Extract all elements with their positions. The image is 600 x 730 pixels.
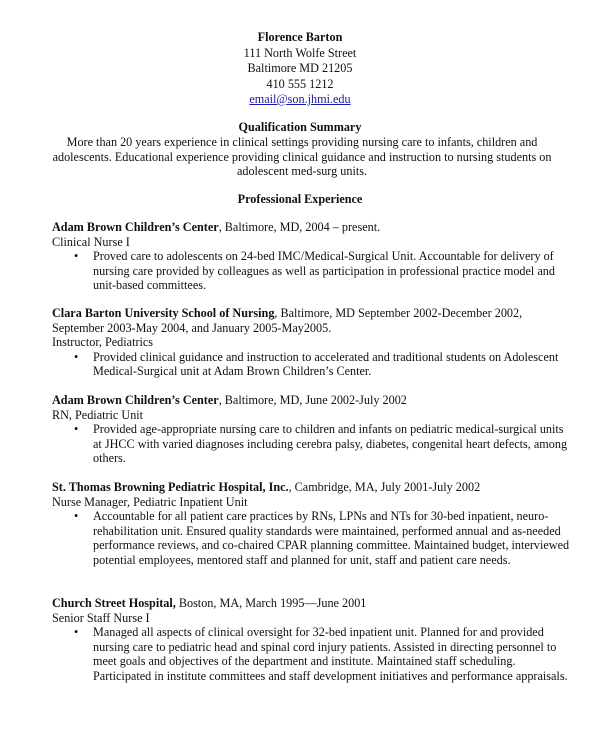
job-entry	[52, 393, 572, 466]
job-title: RN, Pediatric Unit	[52, 407, 144, 422]
job-title: Clinical Nurse I	[52, 234, 130, 249]
experience-heading: Professional Experience	[237, 192, 363, 206]
email-link[interactable]: email@son.jhmi.edu	[249, 92, 351, 106]
job-bullet: • Accountable for all patient care practices by RNs, LPNs and NTs for 30-bed inpatient, neuro-rehabilitation unit. Ensured quality standards were maintained, performed annual and as-needed performance reviews, and co-chaired CPAR planning committee. Maintained budget, interviewed potential employees, mentored staff and planned for unit, staff and patient care needs.	[52, 509, 572, 567]
employer-name: St. Thomas Browning Pediatric Hospital, Inc.	[52, 480, 289, 494]
employer-name: Adam Brown Children’s Center	[52, 220, 219, 234]
job-title: Senior Staff Nurse I	[52, 610, 150, 625]
city-state-zip: Baltimore MD 21205	[247, 61, 353, 75]
summary-text: More than 20 years experience in clinical settings providing nursing care to infants, children and adolescents. Educational experience providing clinical guidance and instruction to nursing students on adolescent med-surg units.	[52, 135, 552, 179]
job-bullets	[52, 350, 572, 379]
job-bullets	[52, 249, 572, 293]
employer-name: Adam Brown Children’s Center	[52, 393, 219, 407]
job-details: , Cambridge, MA, July 2001-July 2002	[288, 480, 481, 494]
job-bullets	[52, 509, 572, 567]
phone-number: 410 555 1212	[266, 76, 334, 91]
job-entry	[52, 306, 572, 379]
employer-name: Church Street Hospital,	[52, 596, 176, 610]
job-bullet: • Provided clinical guidance and instruction to accelerated and traditional students on Adolescent Medical-Surgical unit at Adam Brown Children’s Center.	[52, 350, 572, 379]
job-details: , Baltimore, MD September 2002-December 2002, September 2003-May 2004, and January 2005-May2005.	[52, 306, 523, 335]
job-bullets	[52, 422, 572, 466]
job-entry	[52, 596, 572, 684]
street-address: 111 North Wolfe Street	[243, 45, 357, 60]
job-bullet: • Provided age-appropriate nursing care to children and infants on pediatric medical-surgical units at JHCC with varied diagnoses including cerebra palsy, diabetes, congenital heart defects, among others.	[52, 422, 572, 466]
candidate-name: Florence Barton	[257, 30, 343, 44]
job-bullet: • Managed all aspects of clinical oversight for 32-bed inpatient unit. Planned for and provided nursing care to pediatric head and spinal cord injury patients. Assisted in directing personnel to meet goals and objectives of the department and institute. Maintained staff scheduling. Participated in institute committees and staff development initiatives and performance appraisals.	[52, 625, 572, 683]
employer-name: Clara Barton University School of Nursing	[52, 306, 275, 320]
job-entry	[52, 220, 572, 293]
job-entry	[52, 480, 572, 568]
job-title: Instructor, Pediatrics	[52, 335, 154, 350]
contact-header	[0, 30, 600, 108]
job-bullet: • Proved care to adolescents on 24-bed IMC/Medical-Surgical Unit. Accountable for delivery of nursing care provided by colleagues as well as participation in professional practice model and unit-based committees.	[52, 249, 572, 293]
job-details: , Baltimore, MD, 2004 – present.	[218, 220, 381, 234]
job-details: , Baltimore, MD, June 2002-July 2002	[218, 393, 407, 407]
job-details: Boston, MA, March 1995—June 2001	[175, 596, 367, 610]
summary-heading: Qualification Summary	[238, 120, 362, 134]
job-title: Nurse Manager, Pediatric Inpatient Unit	[52, 494, 248, 509]
job-bullets	[52, 625, 572, 683]
